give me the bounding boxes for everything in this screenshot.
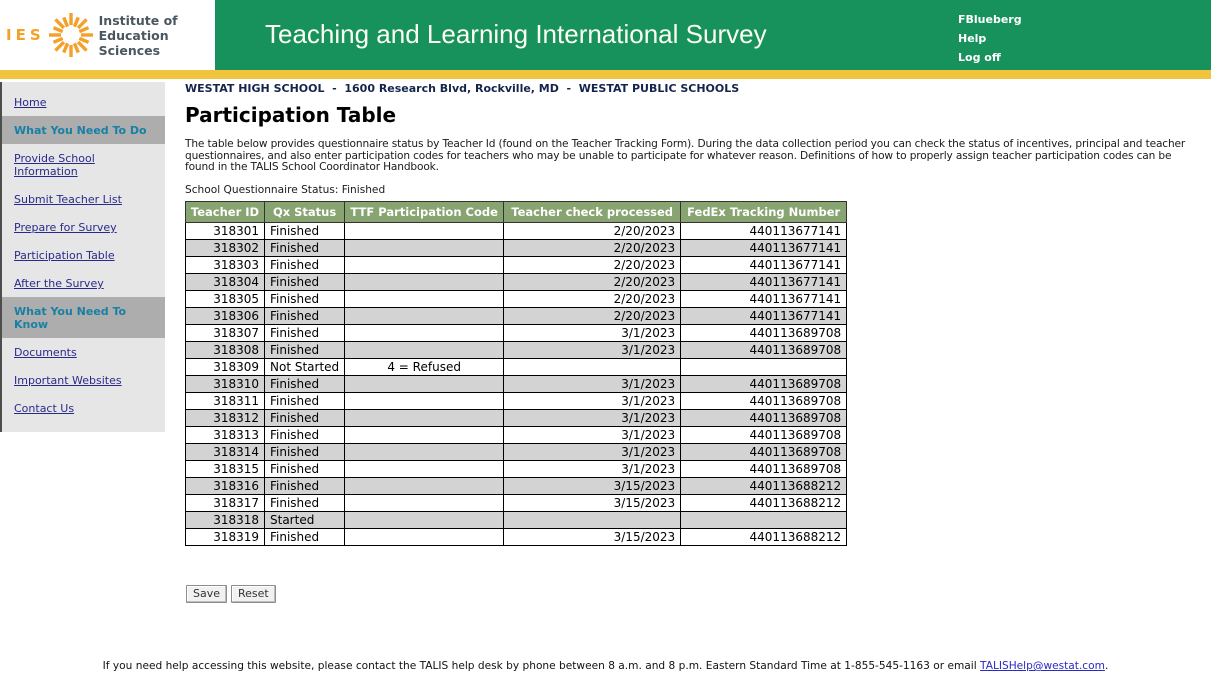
teacher-id-cell: 318302 xyxy=(186,239,265,256)
check-processed-cell: 3/1/2023 xyxy=(504,426,681,443)
fedex-tracking-cell: 440113677141 xyxy=(681,239,847,256)
school-questionnaire-status: School Questionnaire Status: Finished xyxy=(185,183,386,196)
teacher-id-cell: 318308 xyxy=(186,341,265,358)
ttf-participation-code-cell[interactable] xyxy=(345,324,504,341)
ttf-participation-code-cell[interactable] xyxy=(345,307,504,324)
footer-help-text xyxy=(0,660,1211,672)
sidebar-item-participation-table[interactable]: Participation Table xyxy=(14,249,115,262)
app-title: Teaching and Learning International Survey xyxy=(265,19,767,49)
teacher-id-cell: 318315 xyxy=(186,460,265,477)
qx-status-cell: Finished xyxy=(265,528,345,545)
ttf-participation-code-cell[interactable] xyxy=(345,273,504,290)
check-processed-cell: 3/1/2023 xyxy=(504,443,681,460)
check-processed-cell: 3/1/2023 xyxy=(504,460,681,477)
check-processed-cell: 3/1/2023 xyxy=(504,341,681,358)
check-processed-cell: 2/20/2023 xyxy=(504,222,681,239)
ttf-participation-code-cell[interactable] xyxy=(345,494,504,511)
help-link[interactable]: Help xyxy=(958,32,987,45)
sidebar-item-after-the-survey[interactable]: After the Survey xyxy=(14,277,104,290)
ies-logo xyxy=(0,0,215,70)
ttf-participation-code-cell[interactable] xyxy=(345,290,504,307)
qx-status-cell: Not Started xyxy=(265,358,345,375)
qx-status-cell: Finished xyxy=(265,273,345,290)
sidebar-item-documents[interactable]: Documents xyxy=(14,346,77,359)
check-processed-cell: 3/15/2023 xyxy=(504,528,681,545)
check-processed-cell: 2/20/2023 xyxy=(504,307,681,324)
check-processed-cell: 2/20/2023 xyxy=(504,290,681,307)
fedex-tracking-cell: 440113677141 xyxy=(681,273,847,290)
table-row xyxy=(186,358,847,375)
footer-text: If you need help accessing this website, please contact the TALIS help desk by phone between 8 a.m. and 8 p.m. Eastern Standard Time at 1-855-545-1163 or email xyxy=(102,660,981,672)
fedex-tracking-cell: 440113688212 xyxy=(681,477,847,494)
qx-status-cell: Finished xyxy=(265,443,345,460)
check-processed-cell: 3/15/2023 xyxy=(504,477,681,494)
table-row xyxy=(186,460,847,477)
button-row xyxy=(186,582,1205,603)
qx-status-cell: Finished xyxy=(265,392,345,409)
fedex-tracking-cell: 440113689708 xyxy=(681,375,847,392)
ttf-participation-code-cell[interactable] xyxy=(345,409,504,426)
sidebar-section-what-you-need-to-know: What You Need To Know xyxy=(2,297,165,338)
column-header-qx-status: Qx Status xyxy=(265,201,345,222)
main-content xyxy=(185,79,1211,603)
fedex-tracking-cell: 440113689708 xyxy=(681,426,847,443)
table-row xyxy=(186,494,847,511)
participation-table-body xyxy=(186,222,847,545)
log-off-link[interactable]: Log off xyxy=(958,51,1001,64)
sidebar-item-important-websites[interactable]: Important Websites xyxy=(14,374,122,387)
teacher-id-cell: 318309 xyxy=(186,358,265,375)
teacher-id-cell: 318310 xyxy=(186,375,265,392)
ttf-participation-code-cell[interactable] xyxy=(345,511,504,528)
qx-status-cell: Finished xyxy=(265,341,345,358)
sidebar-item-home[interactable]: Home xyxy=(14,96,47,109)
teacher-id-cell: 318304 xyxy=(186,273,265,290)
fedex-tracking-cell: 440113677141 xyxy=(681,290,847,307)
qx-status-cell: Finished xyxy=(265,409,345,426)
ttf-participation-code-cell[interactable] xyxy=(345,341,504,358)
fedex-tracking-cell: 440113677141 xyxy=(681,307,847,324)
fedex-tracking-cell: 440113688212 xyxy=(681,494,847,511)
teacher-id-cell: 318312 xyxy=(186,409,265,426)
teacher-id-cell: 318319 xyxy=(186,528,265,545)
sidebar-item-prepare-for-survey[interactable]: Prepare for Survey xyxy=(14,221,117,234)
qx-status-cell: Finished xyxy=(265,460,345,477)
ttf-participation-code-cell[interactable]: 4 = Refused xyxy=(345,358,504,375)
teacher-id-cell: 318313 xyxy=(186,426,265,443)
table-row xyxy=(186,256,847,273)
column-header-ttf-participation-code: TTF Participation Code xyxy=(345,201,504,222)
fedex-tracking-cell: 440113689708 xyxy=(681,324,847,341)
table-row xyxy=(186,511,847,528)
ttf-participation-code-cell[interactable] xyxy=(345,256,504,273)
qx-status-cell: Started xyxy=(265,511,345,528)
check-processed-cell xyxy=(504,358,681,375)
page-title: Participation Table xyxy=(185,103,397,127)
ies-sunburst-icon xyxy=(47,11,95,59)
qx-status-cell: Finished xyxy=(265,494,345,511)
teacher-id-cell: 318316 xyxy=(186,477,265,494)
participation-table xyxy=(185,201,847,546)
table-row xyxy=(186,443,847,460)
table-row xyxy=(186,477,847,494)
footer-text-period: . xyxy=(1104,660,1109,672)
teacher-id-cell: 318314 xyxy=(186,443,265,460)
sidebar-nav xyxy=(0,82,165,432)
column-header-teacher-check-processed: Teacher check processed xyxy=(504,201,681,222)
check-processed-cell xyxy=(504,511,681,528)
description-text: The table below provides questionnaire status by Teacher Id (found on the Teacher Tracking Form). During the data collection period you can check the status of incentives, principal and teacher questionnaires, and also enter participation codes for teachers who may be unable to participate for whatever reason. Definitions of how to properly assign teacher participation codes can be found in the TALIS School Coordinator Handbook. xyxy=(185,138,1186,173)
app-header xyxy=(0,0,1211,70)
body-area xyxy=(0,79,1211,603)
ies-org-line1: Institute of xyxy=(98,12,178,28)
fedex-tracking-cell xyxy=(681,358,847,375)
check-processed-cell: 2/20/2023 xyxy=(504,256,681,273)
teacher-id-cell: 318311 xyxy=(186,392,265,409)
table-row xyxy=(186,426,847,443)
fedex-tracking-cell: 440113689708 xyxy=(681,341,847,358)
check-processed-cell: 3/1/2023 xyxy=(504,375,681,392)
qx-status-cell: Finished xyxy=(265,477,345,494)
teacher-id-cell: 318303 xyxy=(186,256,265,273)
ttf-participation-code-cell[interactable] xyxy=(345,528,504,545)
table-row xyxy=(186,392,847,409)
sidebar-item-contact-us[interactable]: Contact Us xyxy=(14,402,75,415)
check-processed-cell: 2/20/2023 xyxy=(504,273,681,290)
qx-status-cell: Finished xyxy=(265,256,345,273)
table-row xyxy=(186,375,847,392)
app-title-banner xyxy=(215,0,1211,70)
ies-org-line2: Education Sciences xyxy=(98,27,169,58)
table-row xyxy=(186,222,847,239)
talis-help-email-link[interactable]: TALISHelp@westat.com xyxy=(980,660,1105,672)
table-header-row xyxy=(186,201,847,222)
ttf-participation-code-cell[interactable] xyxy=(345,392,504,409)
teacher-id-cell: 318307 xyxy=(186,324,265,341)
teacher-id-cell: 318318 xyxy=(186,511,265,528)
check-processed-cell: 2/20/2023 xyxy=(504,239,681,256)
table-row xyxy=(186,409,847,426)
qx-status-cell: Finished xyxy=(265,222,345,239)
sidebar-item-submit-teacher-list[interactable]: Submit Teacher List xyxy=(14,193,122,206)
reset-button[interactable]: Reset xyxy=(231,585,276,603)
ttf-participation-code-cell[interactable] xyxy=(345,460,504,477)
sidebar-item-provide-school-information[interactable]: Provide School Information xyxy=(14,152,95,178)
user-name-link[interactable]: FBlueberg xyxy=(958,13,1022,26)
sidebar-section-what-you-need-to-do: What You Need To Do xyxy=(2,116,165,144)
qx-status-cell: Finished xyxy=(265,239,345,256)
qx-status-cell: Finished xyxy=(265,375,345,392)
qx-status-cell: Finished xyxy=(265,426,345,443)
ttf-participation-code-cell[interactable] xyxy=(345,443,504,460)
qx-status-cell: Finished xyxy=(265,307,345,324)
fedex-tracking-cell: 440113689708 xyxy=(681,392,847,409)
table-row xyxy=(186,290,847,307)
teacher-id-cell: 318317 xyxy=(186,494,265,511)
check-processed-cell: 3/1/2023 xyxy=(504,392,681,409)
ttf-participation-code-cell[interactable] xyxy=(345,239,504,256)
qx-status-cell: Finished xyxy=(265,324,345,341)
check-processed-cell: 3/15/2023 xyxy=(504,494,681,511)
teacher-id-cell: 318305 xyxy=(186,290,265,307)
fedex-tracking-cell: 440113677141 xyxy=(681,256,847,273)
ttf-participation-code-cell[interactable] xyxy=(345,375,504,392)
ttf-participation-code-cell[interactable] xyxy=(345,477,504,494)
ies-logo-text: IES xyxy=(6,26,45,44)
table-row xyxy=(186,341,847,358)
check-processed-cell: 3/1/2023 xyxy=(504,324,681,341)
save-button[interactable]: Save xyxy=(186,585,227,603)
fedex-tracking-cell: 440113677141 xyxy=(681,222,847,239)
check-processed-cell: 3/1/2023 xyxy=(504,409,681,426)
ies-org-name xyxy=(99,13,215,58)
table-row xyxy=(186,273,847,290)
column-header-fedex-tracking-number: FedEx Tracking Number xyxy=(681,201,847,222)
table-row xyxy=(186,324,847,341)
table-row xyxy=(186,239,847,256)
table-row xyxy=(186,528,847,545)
teacher-id-cell: 318306 xyxy=(186,307,265,324)
ttf-participation-code-cell[interactable] xyxy=(345,222,504,239)
fedex-tracking-cell: 440113689708 xyxy=(681,443,847,460)
fedex-tracking-cell: 440113688212 xyxy=(681,528,847,545)
column-header-teacher-id: Teacher ID xyxy=(186,201,265,222)
gold-divider xyxy=(0,70,1211,79)
qx-status-cell: Finished xyxy=(265,290,345,307)
fedex-tracking-cell xyxy=(681,511,847,528)
user-links xyxy=(958,13,1022,70)
fedex-tracking-cell: 440113689708 xyxy=(681,409,847,426)
teacher-id-cell: 318301 xyxy=(186,222,265,239)
table-row xyxy=(186,307,847,324)
ttf-participation-code-cell[interactable] xyxy=(345,426,504,443)
breadcrumb: WESTAT HIGH SCHOOL - 1600 Research Blvd, Rockville, MD - WESTAT PUBLIC SCHOOLS xyxy=(185,82,740,95)
fedex-tracking-cell: 440113689708 xyxy=(681,460,847,477)
